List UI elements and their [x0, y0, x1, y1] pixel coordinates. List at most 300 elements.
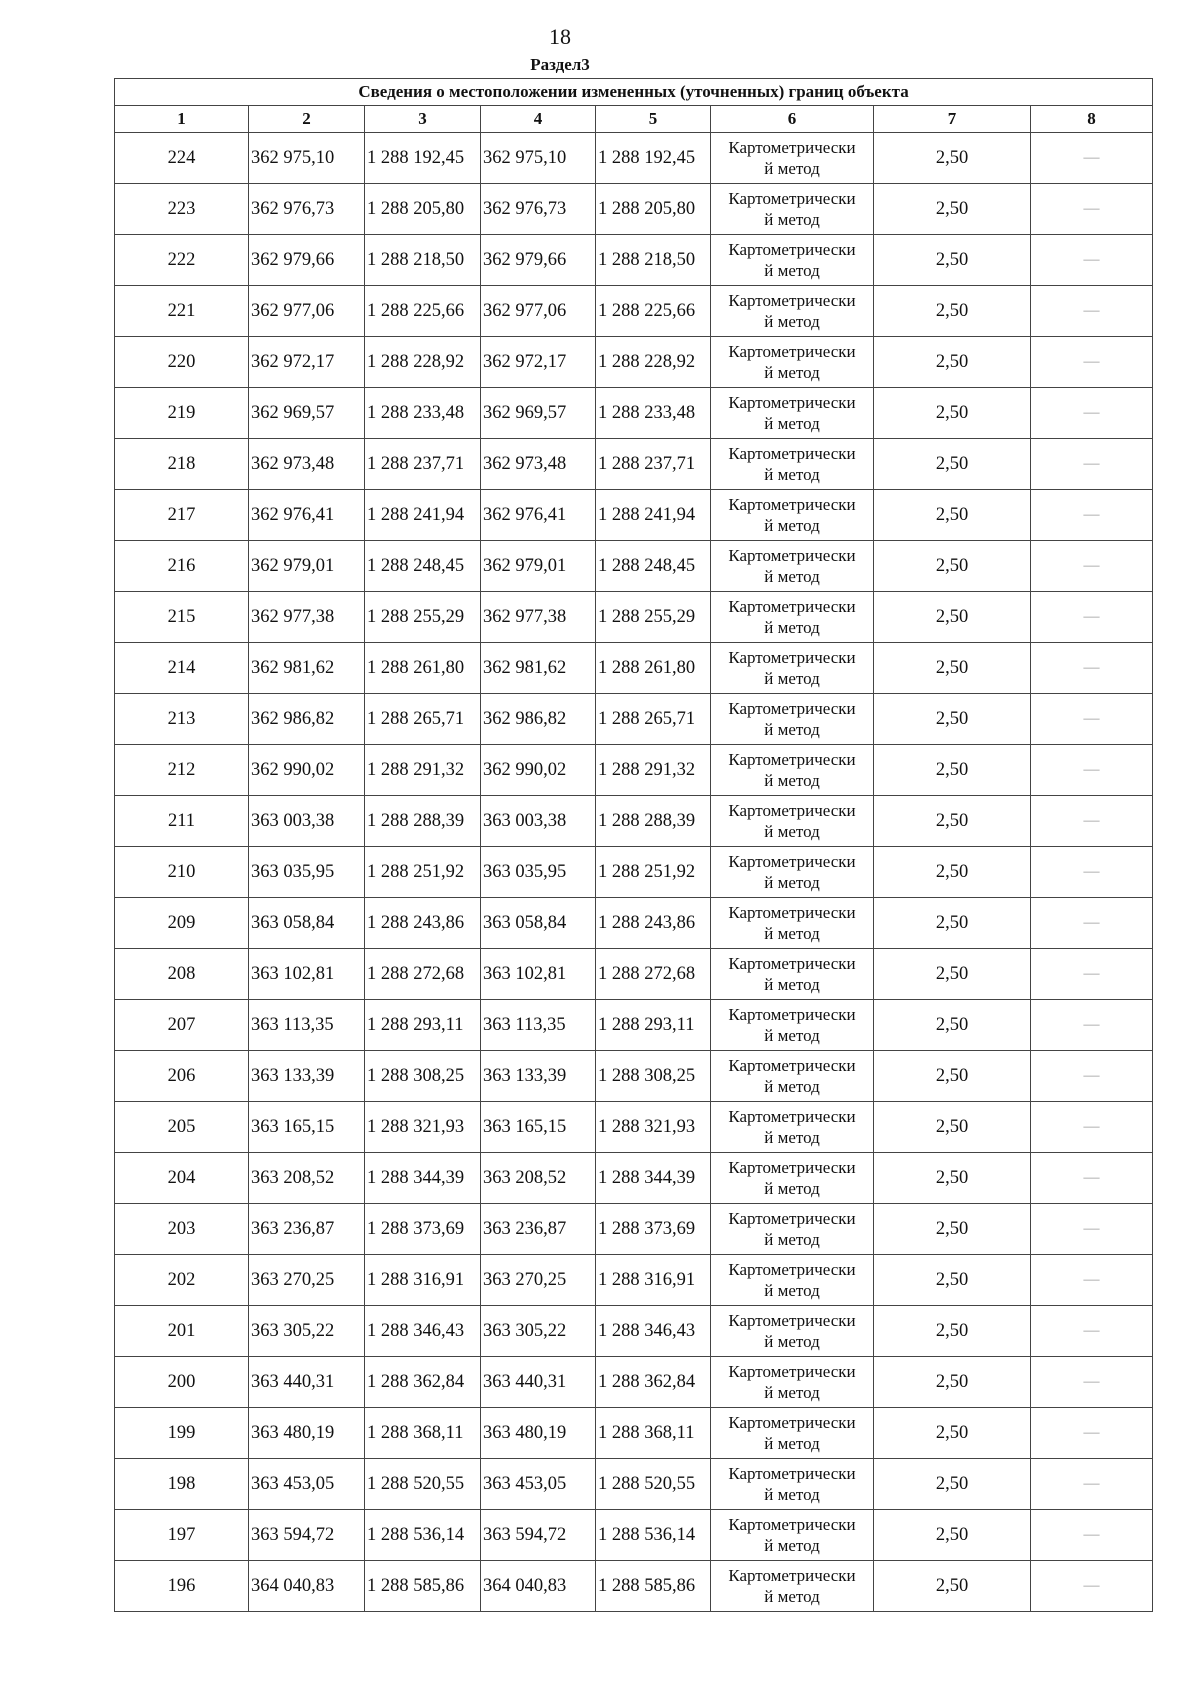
table-row [115, 133, 1153, 184]
x-existing-cell: 364 040,83 [249, 1561, 365, 1612]
point-number-cell: 200 [115, 1357, 249, 1408]
point-number-cell: 209 [115, 898, 249, 949]
accuracy-cell: 2,50 [874, 898, 1031, 949]
y-refined-cell: 1 288 291,32 [596, 745, 711, 796]
x-refined-cell: 362 973,48 [481, 439, 596, 490]
column-8-cell: — [1031, 1204, 1153, 1255]
method-cell [711, 1357, 874, 1408]
method-line-1: Картометрически [728, 851, 856, 871]
table-row [115, 1357, 1153, 1408]
x-refined-cell: 363 113,35 [481, 1000, 596, 1051]
method-line-2: й метод [764, 669, 820, 688]
table-row [115, 184, 1153, 235]
x-existing-cell: 363 208,52 [249, 1153, 365, 1204]
column-8-cell: — [1031, 1561, 1153, 1612]
table-row [115, 1459, 1153, 1510]
column-8-cell: — [1031, 1000, 1153, 1051]
page-number: 18 [549, 24, 571, 49]
table-row [115, 592, 1153, 643]
accuracy-cell: 2,50 [874, 337, 1031, 388]
x-refined-cell: 363 133,39 [481, 1051, 596, 1102]
y-existing-cell: 1 288 536,14 [365, 1510, 481, 1561]
method-line-2: й метод [764, 1281, 820, 1300]
x-refined-cell: 363 453,05 [481, 1459, 596, 1510]
x-refined-cell: 363 208,52 [481, 1153, 596, 1204]
method-line-1: Картометрически [728, 545, 856, 565]
method-cell [711, 592, 874, 643]
y-refined-cell: 1 288 373,69 [596, 1204, 711, 1255]
column-header-6: 6 [711, 106, 874, 133]
method-line-2: й метод [764, 567, 820, 586]
method-cell [711, 1561, 874, 1612]
column-number-row [115, 106, 1153, 133]
method-line-1: Картометрически [728, 494, 856, 514]
column-8-cell: — [1031, 184, 1153, 235]
method-line-2: й метод [764, 873, 820, 892]
method-line-2: й метод [764, 516, 820, 535]
x-existing-cell: 363 165,15 [249, 1102, 365, 1153]
y-existing-cell: 1 288 265,71 [365, 694, 481, 745]
y-refined-cell: 1 288 237,71 [596, 439, 711, 490]
method-cell [711, 1459, 874, 1510]
column-8-cell: — [1031, 133, 1153, 184]
table-row [115, 490, 1153, 541]
column-8-cell: — [1031, 541, 1153, 592]
y-existing-cell: 1 288 218,50 [365, 235, 481, 286]
method-cell [711, 847, 874, 898]
method-line-1: Картометрически [728, 647, 856, 667]
column-8-cell: — [1031, 388, 1153, 439]
x-existing-cell: 363 453,05 [249, 1459, 365, 1510]
accuracy-cell: 2,50 [874, 694, 1031, 745]
accuracy-cell: 2,50 [874, 1153, 1031, 1204]
method-cell [711, 1051, 874, 1102]
x-existing-cell: 362 972,17 [249, 337, 365, 388]
table-row [115, 235, 1153, 286]
table-row [115, 796, 1153, 847]
column-8-cell: — [1031, 949, 1153, 1000]
y-refined-cell: 1 288 368,11 [596, 1408, 711, 1459]
y-refined-cell: 1 288 241,94 [596, 490, 711, 541]
column-8-cell: — [1031, 1408, 1153, 1459]
y-refined-cell: 1 288 228,92 [596, 337, 711, 388]
method-line-2: й метод [764, 924, 820, 943]
x-refined-cell: 362 975,10 [481, 133, 596, 184]
point-number-cell: 223 [115, 184, 249, 235]
method-cell [711, 745, 874, 796]
accuracy-cell: 2,50 [874, 1204, 1031, 1255]
method-cell [711, 1306, 874, 1357]
y-existing-cell: 1 288 520,55 [365, 1459, 481, 1510]
method-line-2: й метод [764, 975, 820, 994]
y-refined-cell: 1 288 536,14 [596, 1510, 711, 1561]
table-row [115, 1306, 1153, 1357]
method-line-1: Картометрически [728, 1208, 856, 1228]
method-cell [711, 1102, 874, 1153]
column-header-1: 1 [115, 106, 249, 133]
point-number-cell: 199 [115, 1408, 249, 1459]
accuracy-cell: 2,50 [874, 1306, 1031, 1357]
y-existing-cell: 1 288 248,45 [365, 541, 481, 592]
method-line-2: й метод [764, 210, 820, 229]
method-line-1: Картометрически [728, 1565, 856, 1585]
y-refined-cell: 1 288 288,39 [596, 796, 711, 847]
method-line-2: й метод [764, 1383, 820, 1402]
x-refined-cell: 363 305,22 [481, 1306, 596, 1357]
method-line-1: Картометрически [728, 1514, 856, 1534]
table-row [115, 847, 1153, 898]
point-number-cell: 214 [115, 643, 249, 694]
point-number-cell: 208 [115, 949, 249, 1000]
table-row [115, 745, 1153, 796]
method-line-1: Картометрически [728, 749, 856, 769]
method-line-2: й метод [764, 261, 820, 280]
method-line-1: Картометрически [728, 392, 856, 412]
table-row [115, 1102, 1153, 1153]
method-line-1: Картометрически [728, 1310, 856, 1330]
method-line-2: й метод [764, 822, 820, 841]
column-8-cell: — [1031, 1102, 1153, 1153]
x-refined-cell: 362 969,57 [481, 388, 596, 439]
column-8-cell: — [1031, 796, 1153, 847]
column-header-3: 3 [365, 106, 481, 133]
y-existing-cell: 1 288 346,43 [365, 1306, 481, 1357]
table-row [115, 694, 1153, 745]
accuracy-cell: 2,50 [874, 1561, 1031, 1612]
y-existing-cell: 1 288 251,92 [365, 847, 481, 898]
accuracy-cell: 2,50 [874, 592, 1031, 643]
point-number-cell: 216 [115, 541, 249, 592]
y-existing-cell: 1 288 272,68 [365, 949, 481, 1000]
x-refined-cell: 363 236,87 [481, 1204, 596, 1255]
point-number-cell: 203 [115, 1204, 249, 1255]
x-existing-cell: 362 979,66 [249, 235, 365, 286]
method-cell [711, 286, 874, 337]
column-8-cell: — [1031, 439, 1153, 490]
y-refined-cell: 1 288 308,25 [596, 1051, 711, 1102]
method-line-2: й метод [764, 363, 820, 382]
method-line-2: й метод [764, 1077, 820, 1096]
accuracy-cell: 2,50 [874, 1000, 1031, 1051]
y-refined-cell: 1 288 243,86 [596, 898, 711, 949]
x-existing-cell: 362 975,10 [249, 133, 365, 184]
column-8-cell: — [1031, 1255, 1153, 1306]
table-caption: Сведения о местоположении измененных (уточненных) границ объекта [115, 79, 1153, 106]
accuracy-cell: 2,50 [874, 184, 1031, 235]
y-refined-cell: 1 288 272,68 [596, 949, 711, 1000]
accuracy-cell: 2,50 [874, 133, 1031, 184]
x-refined-cell: 362 981,62 [481, 643, 596, 694]
method-cell [711, 541, 874, 592]
method-line-1: Картометрически [728, 902, 856, 922]
x-existing-cell: 362 976,73 [249, 184, 365, 235]
x-existing-cell: 363 236,87 [249, 1204, 365, 1255]
point-number-cell: 218 [115, 439, 249, 490]
y-refined-cell: 1 288 218,50 [596, 235, 711, 286]
y-existing-cell: 1 288 288,39 [365, 796, 481, 847]
column-8-cell: — [1031, 643, 1153, 694]
method-line-1: Картометрически [728, 137, 856, 157]
table-row [115, 1561, 1153, 1612]
accuracy-cell: 2,50 [874, 847, 1031, 898]
point-number-cell: 215 [115, 592, 249, 643]
x-refined-cell: 363 003,38 [481, 796, 596, 847]
x-refined-cell: 362 990,02 [481, 745, 596, 796]
x-existing-cell: 363 305,22 [249, 1306, 365, 1357]
x-existing-cell: 363 440,31 [249, 1357, 365, 1408]
y-existing-cell: 1 288 585,86 [365, 1561, 481, 1612]
point-number-cell: 202 [115, 1255, 249, 1306]
method-line-1: Картометрически [728, 596, 856, 616]
x-refined-cell: 362 976,73 [481, 184, 596, 235]
x-existing-cell: 362 990,02 [249, 745, 365, 796]
method-line-1: Картометрически [728, 1106, 856, 1126]
y-existing-cell: 1 288 237,71 [365, 439, 481, 490]
method-line-1: Картометрически [728, 953, 856, 973]
column-8-cell: — [1031, 1306, 1153, 1357]
y-refined-cell: 1 288 316,91 [596, 1255, 711, 1306]
y-refined-cell: 1 288 248,45 [596, 541, 711, 592]
x-existing-cell: 363 133,39 [249, 1051, 365, 1102]
section-title: Раздел3 [530, 55, 590, 74]
y-existing-cell: 1 288 228,92 [365, 337, 481, 388]
method-line-2: й метод [764, 414, 820, 433]
x-refined-cell: 363 480,19 [481, 1408, 596, 1459]
column-8-cell: — [1031, 1510, 1153, 1561]
accuracy-cell: 2,50 [874, 949, 1031, 1000]
point-number-cell: 198 [115, 1459, 249, 1510]
y-existing-cell: 1 288 344,39 [365, 1153, 481, 1204]
y-refined-cell: 1 288 346,43 [596, 1306, 711, 1357]
y-existing-cell: 1 288 308,25 [365, 1051, 481, 1102]
boundary-coordinates-table [114, 78, 1153, 1612]
method-line-2: й метод [764, 771, 820, 790]
y-refined-cell: 1 288 251,92 [596, 847, 711, 898]
x-refined-cell: 363 102,81 [481, 949, 596, 1000]
method-cell [711, 337, 874, 388]
accuracy-cell: 2,50 [874, 1510, 1031, 1561]
method-line-2: й метод [764, 1485, 820, 1504]
y-refined-cell: 1 288 192,45 [596, 133, 711, 184]
x-existing-cell: 362 976,41 [249, 490, 365, 541]
point-number-cell: 210 [115, 847, 249, 898]
method-cell [711, 184, 874, 235]
method-cell [711, 1153, 874, 1204]
method-line-2: й метод [764, 1230, 820, 1249]
x-refined-cell: 362 976,41 [481, 490, 596, 541]
point-number-cell: 222 [115, 235, 249, 286]
x-existing-cell: 363 003,38 [249, 796, 365, 847]
method-line-1: Картометрически [728, 443, 856, 463]
method-line-2: й метод [764, 1434, 820, 1453]
method-line-2: й метод [764, 1536, 820, 1555]
method-line-2: й метод [764, 1332, 820, 1351]
x-refined-cell: 363 270,25 [481, 1255, 596, 1306]
table-row [115, 541, 1153, 592]
x-refined-cell: 363 165,15 [481, 1102, 596, 1153]
column-header-4: 4 [481, 106, 596, 133]
method-line-1: Картометрически [728, 341, 856, 361]
y-existing-cell: 1 288 321,93 [365, 1102, 481, 1153]
point-number-cell: 207 [115, 1000, 249, 1051]
method-line-1: Картометрически [728, 1259, 856, 1279]
column-header-2: 2 [249, 106, 365, 133]
x-existing-cell: 363 102,81 [249, 949, 365, 1000]
column-8-cell: — [1031, 898, 1153, 949]
method-cell [711, 898, 874, 949]
y-refined-cell: 1 288 225,66 [596, 286, 711, 337]
method-cell [711, 694, 874, 745]
x-existing-cell: 363 270,25 [249, 1255, 365, 1306]
y-existing-cell: 1 288 205,80 [365, 184, 481, 235]
column-8-cell: — [1031, 1357, 1153, 1408]
y-refined-cell: 1 288 585,86 [596, 1561, 711, 1612]
method-line-1: Картометрически [728, 698, 856, 718]
x-existing-cell: 362 977,38 [249, 592, 365, 643]
point-number-cell: 224 [115, 133, 249, 184]
y-refined-cell: 1 288 362,84 [596, 1357, 711, 1408]
y-refined-cell: 1 288 321,93 [596, 1102, 711, 1153]
table-row [115, 643, 1153, 694]
x-refined-cell: 362 972,17 [481, 337, 596, 388]
table-row [115, 1204, 1153, 1255]
column-8-cell: — [1031, 745, 1153, 796]
method-cell [711, 439, 874, 490]
point-number-cell: 212 [115, 745, 249, 796]
method-line-1: Картометрически [728, 188, 856, 208]
x-refined-cell: 363 440,31 [481, 1357, 596, 1408]
x-refined-cell: 362 977,06 [481, 286, 596, 337]
accuracy-cell: 2,50 [874, 286, 1031, 337]
column-8-cell: — [1031, 286, 1153, 337]
method-cell [711, 235, 874, 286]
x-refined-cell: 362 979,01 [481, 541, 596, 592]
method-line-1: Картометрически [728, 1055, 856, 1075]
x-refined-cell: 363 035,95 [481, 847, 596, 898]
point-number-cell: 217 [115, 490, 249, 541]
y-existing-cell: 1 288 241,94 [365, 490, 481, 541]
column-8-cell: — [1031, 490, 1153, 541]
x-existing-cell: 363 035,95 [249, 847, 365, 898]
y-existing-cell: 1 288 291,32 [365, 745, 481, 796]
accuracy-cell: 2,50 [874, 1051, 1031, 1102]
x-refined-cell: 363 058,84 [481, 898, 596, 949]
accuracy-cell: 2,50 [874, 745, 1031, 796]
x-existing-cell: 362 979,01 [249, 541, 365, 592]
table-row [115, 1255, 1153, 1306]
y-existing-cell: 1 288 225,66 [365, 286, 481, 337]
method-cell [711, 490, 874, 541]
accuracy-cell: 2,50 [874, 490, 1031, 541]
x-existing-cell: 363 058,84 [249, 898, 365, 949]
method-cell [711, 1000, 874, 1051]
table-row [115, 1408, 1153, 1459]
x-refined-cell: 364 040,83 [481, 1561, 596, 1612]
x-refined-cell: 363 594,72 [481, 1510, 596, 1561]
method-cell [711, 796, 874, 847]
table-row [115, 388, 1153, 439]
y-existing-cell: 1 288 261,80 [365, 643, 481, 694]
accuracy-cell: 2,50 [874, 439, 1031, 490]
point-number-cell: 205 [115, 1102, 249, 1153]
x-existing-cell: 362 977,06 [249, 286, 365, 337]
table-row [115, 1153, 1153, 1204]
method-line-2: й метод [764, 1128, 820, 1147]
accuracy-cell: 2,50 [874, 1102, 1031, 1153]
point-number-cell: 206 [115, 1051, 249, 1102]
x-existing-cell: 363 113,35 [249, 1000, 365, 1051]
method-line-1: Картометрически [728, 239, 856, 259]
accuracy-cell: 2,50 [874, 1357, 1031, 1408]
y-existing-cell: 1 288 255,29 [365, 592, 481, 643]
method-cell [711, 133, 874, 184]
accuracy-cell: 2,50 [874, 235, 1031, 286]
y-existing-cell: 1 288 316,91 [365, 1255, 481, 1306]
method-line-1: Картометрически [728, 1412, 856, 1432]
accuracy-cell: 2,50 [874, 388, 1031, 439]
method-cell [711, 388, 874, 439]
point-number-cell: 197 [115, 1510, 249, 1561]
column-header-8: 8 [1031, 106, 1153, 133]
column-header-7: 7 [874, 106, 1031, 133]
method-line-2: й метод [764, 465, 820, 484]
x-existing-cell: 362 973,48 [249, 439, 365, 490]
y-refined-cell: 1 288 520,55 [596, 1459, 711, 1510]
method-line-1: Картометрически [728, 1004, 856, 1024]
accuracy-cell: 2,50 [874, 541, 1031, 592]
column-header-5: 5 [596, 106, 711, 133]
x-refined-cell: 362 979,66 [481, 235, 596, 286]
accuracy-cell: 2,50 [874, 1255, 1031, 1306]
accuracy-cell: 2,50 [874, 1408, 1031, 1459]
column-8-cell: — [1031, 847, 1153, 898]
method-cell [711, 949, 874, 1000]
method-line-1: Картометрически [728, 1361, 856, 1381]
y-refined-cell: 1 288 233,48 [596, 388, 711, 439]
y-refined-cell: 1 288 265,71 [596, 694, 711, 745]
table-row [115, 949, 1153, 1000]
method-line-2: й метод [764, 312, 820, 331]
table-row [115, 1000, 1153, 1051]
point-number-cell: 204 [115, 1153, 249, 1204]
x-refined-cell: 362 977,38 [481, 592, 596, 643]
method-cell [711, 1255, 874, 1306]
method-line-1: Картометрически [728, 800, 856, 820]
y-refined-cell: 1 288 344,39 [596, 1153, 711, 1204]
y-existing-cell: 1 288 368,11 [365, 1408, 481, 1459]
x-existing-cell: 363 480,19 [249, 1408, 365, 1459]
point-number-cell: 219 [115, 388, 249, 439]
method-cell [711, 643, 874, 694]
x-existing-cell: 362 969,57 [249, 388, 365, 439]
accuracy-cell: 2,50 [874, 1459, 1031, 1510]
method-line-2: й метод [764, 1179, 820, 1198]
method-cell [711, 1204, 874, 1255]
method-line-1: Картометрически [728, 1157, 856, 1177]
x-refined-cell: 362 986,82 [481, 694, 596, 745]
y-refined-cell: 1 288 255,29 [596, 592, 711, 643]
method-line-2: й метод [764, 159, 820, 178]
table-row [115, 1510, 1153, 1561]
method-line-1: Картометрически [728, 290, 856, 310]
y-existing-cell: 1 288 192,45 [365, 133, 481, 184]
method-line-2: й метод [764, 720, 820, 739]
column-8-cell: — [1031, 694, 1153, 745]
y-existing-cell: 1 288 362,84 [365, 1357, 481, 1408]
table-row [115, 337, 1153, 388]
method-cell [711, 1408, 874, 1459]
y-existing-cell: 1 288 233,48 [365, 388, 481, 439]
